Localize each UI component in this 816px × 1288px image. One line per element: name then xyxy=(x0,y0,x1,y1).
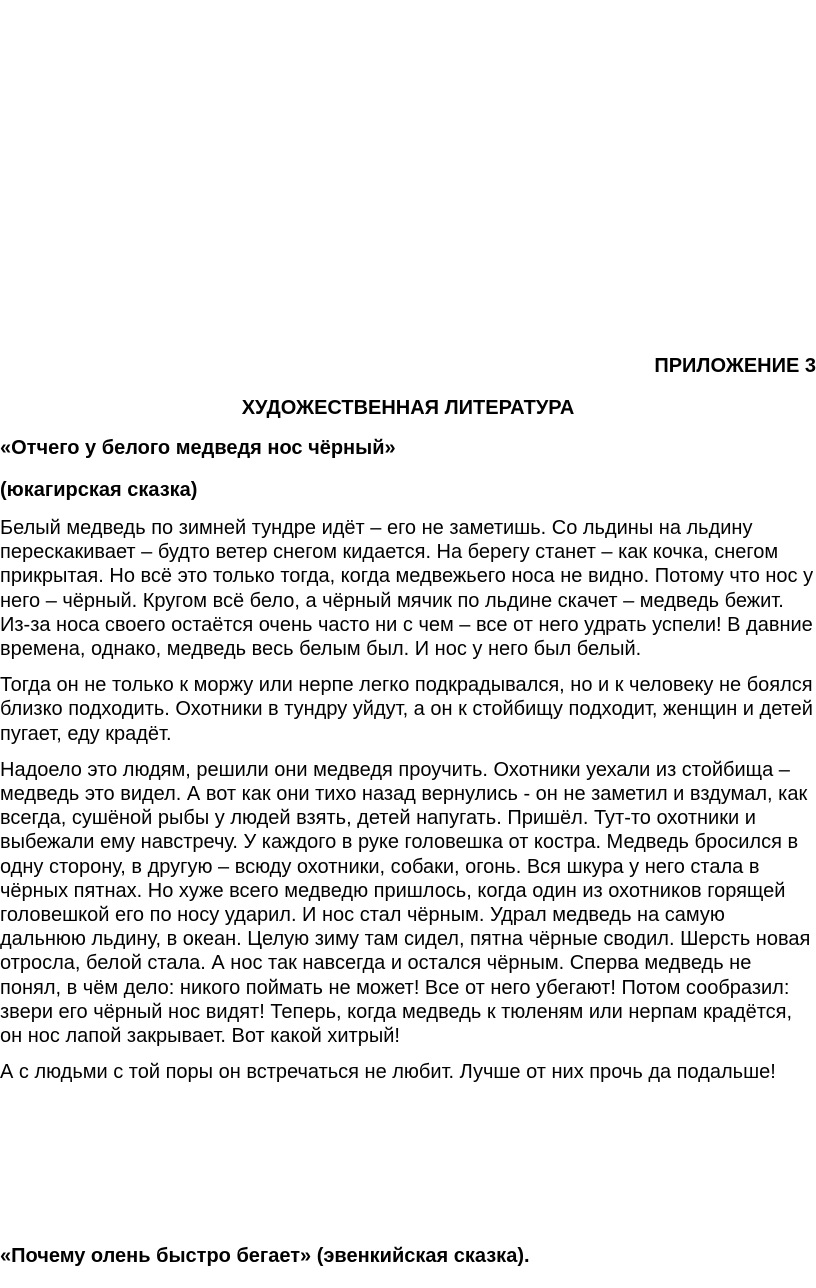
next-story-title: «Почему олень быстро бегает» (эвенкийская сказка). xyxy=(0,1245,530,1267)
story-paragraph: А с людьми с той поры он встречаться не любит. Лучше от них прочь да подальше! xyxy=(0,1061,776,1084)
story-subtitle: (юкагирская сказка) xyxy=(0,479,198,501)
story-paragraph: Тогда он не только к моржу или нерпе легко подкрадывался, но и к человеку не боялся близко подходить. Охотники в тундру уйдут, а он к стойбищу подходит, женщин и детей пугает, еду крадёт. xyxy=(0,674,813,745)
story-paragraph: Надоело это людям, решили они медведя проучить. Охотники уехали из стойбища – медведь это видел. А вот как они тихо назад вернулись - он не заметил и вздумал, как всегда, сушёной рыбы у людей взять, детей напугать. Пришёл. Тут-то охотники и выбежали ему навстречу. У каждого в руке головешка от костра. Медведь бросился в одну сторону, в другую – всюду охотники, собаки, огонь. Вся шкура у него стала в чёрных пятнах. Но хуже всего медведю пришлось, когда один из охотников горящей головешкой его по носу ударил. И нос стал чёрным. Удрал медведь на самую дальнюю льдину, в океан. Целую зиму там сидел, пятна чёрные сводил. Шерсть новая отросла, белой стала. А нос так навсегда и остался чёрным. Сперва медведь не понял, в чём дело: никого поймать не может! Все от него убегают! Потом сообразил: звери его чёрный нос видят! Теперь, когда медведь к тюленям или нерпам крадётся, он нос лапой закрывает. Вот какой хитрый! xyxy=(0,758,811,1048)
appendix-label: ПРИЛОЖЕНИЕ 3 xyxy=(654,355,816,377)
story-body xyxy=(0,516,816,1096)
story-paragraph: Белый медведь по зимней тундре идёт – его не заметишь. Со льдины на льдину перескакивает – будто ветер снегом кидается. На берегу станет – как кочка, снегом прикрытая. Но всё это только тогда, когда медвежьего носа не видно. Потому что нос у него – чёрный. Кругом всё бело, а чёрный мячик по льдине скачет – медведь бежит. Из-за носа своего остаётся очень часто ни с чем – все от него удрать успели! В давние времена, однако, медведь весь белым был. И нос у него был белый. xyxy=(0,517,814,661)
section-title: ХУДОЖЕСТВЕННАЯ ЛИТЕРАТУРА xyxy=(241,397,575,419)
story-title: «Отчего у белого медведя нос чёрный» xyxy=(0,437,396,459)
